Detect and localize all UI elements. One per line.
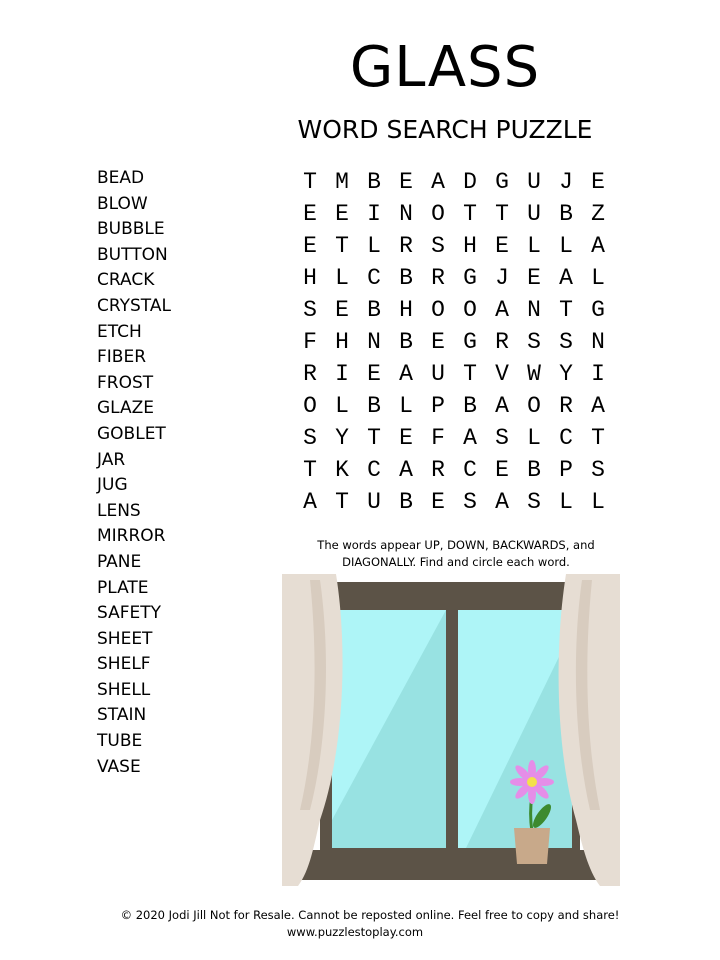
- word-list-item: BEAD: [97, 168, 145, 188]
- grid-letter: U: [367, 489, 381, 515]
- grid-letter: I: [335, 361, 349, 387]
- word-list-item: ETCH: [97, 321, 142, 342]
- grid-letter: J: [559, 169, 573, 195]
- grid-letter: T: [559, 297, 573, 323]
- grid-letter: C: [463, 457, 477, 483]
- grid-letter: B: [399, 329, 413, 355]
- grid-letter: S: [527, 489, 541, 515]
- grid-letter: A: [399, 361, 413, 387]
- grid-letter: G: [591, 297, 605, 323]
- grid-letter: N: [527, 297, 541, 323]
- grid-letter: A: [559, 265, 573, 291]
- grid-letter: T: [303, 169, 317, 195]
- window-illustration: [270, 570, 630, 890]
- word-list-item: FIBER: [97, 347, 147, 368]
- word-list: [97, 166, 171, 780]
- grid-letter: S: [431, 233, 445, 259]
- grid-letter: B: [399, 265, 413, 291]
- grid-letter: L: [591, 489, 605, 515]
- grid-letter: O: [463, 297, 477, 323]
- grid-letter: S: [495, 425, 509, 451]
- grid-letter: E: [399, 425, 413, 451]
- grid-letter: P: [559, 457, 573, 483]
- grid-letter: E: [335, 201, 349, 227]
- word-list-item: CRYSTAL: [97, 295, 171, 316]
- grid-letter: L: [559, 233, 573, 259]
- grid-letter: G: [463, 329, 477, 355]
- grid-letter: H: [399, 297, 413, 323]
- grid-letter: L: [527, 233, 541, 259]
- page-subtitle: WORD SEARCH PUZZLE: [297, 115, 593, 144]
- grid-letter: J: [495, 265, 509, 291]
- grid-letter: I: [591, 361, 605, 387]
- word-list-item: BUTTON: [97, 244, 168, 265]
- grid-letter: E: [303, 201, 317, 227]
- grid-letter: E: [335, 297, 349, 323]
- word-list-item: VASE: [97, 756, 141, 777]
- grid-letter: T: [303, 457, 317, 483]
- grid-letter: O: [431, 297, 445, 323]
- grid-letter: A: [303, 489, 317, 515]
- grid-letter: T: [495, 201, 509, 227]
- grid-letter: U: [527, 169, 541, 195]
- grid-letter: A: [591, 393, 605, 419]
- grid-letter: A: [463, 425, 477, 451]
- grid-letter: I: [367, 201, 381, 227]
- grid-letter: R: [431, 265, 445, 291]
- grid-letter: L: [559, 489, 573, 515]
- grid-letter: G: [495, 169, 509, 195]
- grid-letter: T: [335, 233, 349, 259]
- grid-letter: C: [559, 425, 573, 451]
- grid-letter: S: [303, 297, 317, 323]
- grid-letter: O: [431, 201, 445, 227]
- grid-letter: D: [463, 169, 477, 195]
- grid-letter: Y: [335, 425, 349, 451]
- grid-letter: O: [527, 393, 541, 419]
- grid-letter: P: [431, 393, 445, 419]
- grid-letter: F: [303, 329, 317, 355]
- grid-letter: N: [399, 201, 413, 227]
- grid-letter: F: [431, 425, 445, 451]
- grid-letter: C: [367, 265, 381, 291]
- word-list-item: SHEET: [97, 628, 153, 649]
- grid-letter: R: [399, 233, 413, 259]
- instructions: [296, 537, 616, 571]
- page-title: GLASS: [349, 35, 541, 100]
- grid-letter: E: [527, 265, 541, 291]
- grid-letter: U: [527, 201, 541, 227]
- word-list-item: PLATE: [97, 577, 149, 598]
- word-list-item: TUBE: [97, 731, 143, 752]
- grid-letter: H: [335, 329, 349, 355]
- grid-letter: T: [367, 425, 381, 451]
- flower-pot: [514, 828, 550, 864]
- grid-letter: A: [495, 393, 509, 419]
- grid-letter: S: [591, 457, 605, 483]
- grid-letter: R: [559, 393, 573, 419]
- grid-letter: B: [527, 457, 541, 483]
- window-sill: [294, 850, 610, 880]
- grid-letter: L: [527, 425, 541, 451]
- grid-letter: W: [527, 361, 541, 387]
- grid-letter: S: [303, 425, 317, 451]
- flower-center: [527, 777, 537, 787]
- grid-letter: H: [303, 265, 317, 291]
- grid-letter: Z: [591, 201, 605, 227]
- grid-letter: L: [591, 265, 605, 291]
- grid-letter: R: [495, 329, 509, 355]
- grid-letter: R: [303, 361, 317, 387]
- grid-letter: E: [495, 457, 509, 483]
- grid-letter: S: [559, 329, 573, 355]
- grid-letter: B: [559, 201, 573, 227]
- word-list-item: SHELL: [97, 679, 151, 700]
- grid-letter: A: [495, 297, 509, 323]
- grid-letter: T: [463, 201, 477, 227]
- grid-letter: R: [431, 457, 445, 483]
- word-list-item: GOBLET: [97, 423, 166, 444]
- word-list-item: GLAZE: [97, 398, 155, 419]
- word-list-item: JUG: [97, 475, 128, 496]
- word-list-item: SHELF: [97, 654, 151, 675]
- grid-letter: N: [591, 329, 605, 355]
- grid-letter: E: [495, 233, 509, 259]
- grid-letter: B: [367, 297, 381, 323]
- grid-letter: T: [463, 361, 477, 387]
- grid-letter: E: [591, 169, 605, 195]
- grid-letter: L: [335, 393, 349, 419]
- grid-letter: G: [463, 265, 477, 291]
- grid-letter: L: [399, 393, 413, 419]
- word-list-item: LENS: [97, 500, 141, 521]
- grid-letter: E: [367, 361, 381, 387]
- instructions-line-1: The words appear UP, DOWN, BACKWARDS, and: [317, 538, 595, 552]
- grid-letter: E: [303, 233, 317, 259]
- grid-letter: B: [367, 169, 381, 195]
- grid-letter: K: [335, 457, 349, 483]
- letter-grid: [294, 166, 614, 518]
- word-list-item: FROST: [97, 372, 154, 393]
- grid-letter: A: [591, 233, 605, 259]
- website-url: www.puzzlestoplay.com: [286, 925, 424, 939]
- word-list-item: MIRROR: [97, 526, 166, 547]
- grid-letter: V: [495, 361, 509, 387]
- grid-letter: B: [367, 393, 381, 419]
- grid-letter: B: [463, 393, 477, 419]
- copyright-notice: © 2020 Jodi Jill Not for Resale. Cannot be reposted online. Feel free to copy and share!: [120, 908, 620, 922]
- grid-letter: N: [367, 329, 381, 355]
- grid-letter: A: [495, 489, 509, 515]
- grid-letter: S: [463, 489, 477, 515]
- grid-letter: T: [591, 425, 605, 451]
- grid-letter: A: [431, 169, 445, 195]
- instructions-line-2: DIAGONALLY. Find and circle each word.: [342, 555, 570, 569]
- grid-letter: E: [431, 489, 445, 515]
- grid-letter: B: [399, 489, 413, 515]
- grid-letter: C: [367, 457, 381, 483]
- word-list-item: BUBBLE: [97, 219, 165, 240]
- word-list-item: SAFETY: [97, 603, 162, 624]
- word-list-item: PANE: [97, 551, 142, 572]
- grid-letter: H: [463, 233, 477, 259]
- grid-letter: L: [367, 233, 381, 259]
- word-list-item: JAR: [97, 449, 126, 470]
- grid-letter: S: [527, 329, 541, 355]
- grid-letter: E: [399, 169, 413, 195]
- grid-letter: U: [431, 361, 445, 387]
- grid-letter: M: [335, 169, 349, 195]
- grid-letter: T: [335, 489, 349, 515]
- grid-letter: Y: [559, 361, 573, 387]
- word-list-item: BLOW: [97, 193, 148, 214]
- grid-letter: O: [303, 393, 317, 419]
- grid-letter: L: [335, 265, 349, 291]
- word-list-item: STAIN: [97, 705, 147, 726]
- word-list-item: CRACK: [97, 270, 155, 291]
- grid-letter: E: [431, 329, 445, 355]
- grid-letter: A: [399, 457, 413, 483]
